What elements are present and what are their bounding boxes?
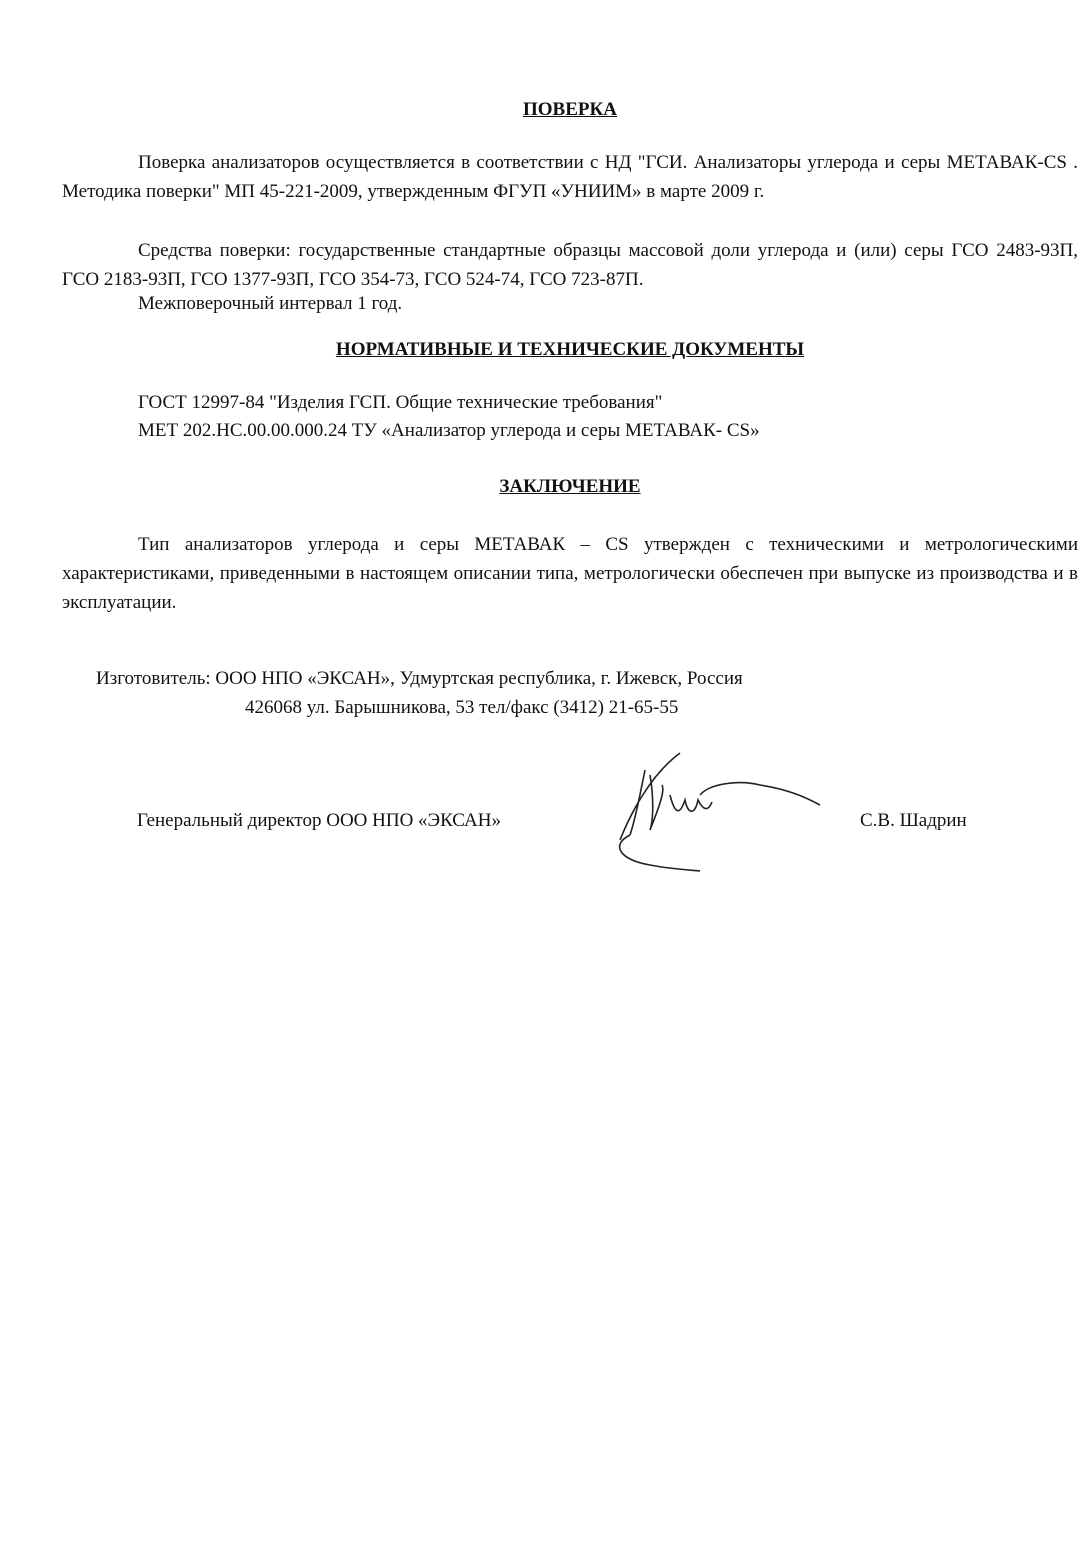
heading-verification: ПОВЕРКА [522,99,617,120]
signatory-name: С.В. Шадрин [860,810,967,831]
conclusion-paragraph: Тип анализаторов углерода и серы МЕТАВАК – CS утвержден с техническими и метрологическими характеристиками, приведенными в настоящем описании типа, метрологически обеспечен при выпуске из производства и в эксплуатации. [62,534,1078,613]
heading-normative-documents: НОРМАТИВНЫЕ И ТЕХНИЧЕСКИЕ ДОКУМЕНТЫ [335,339,805,360]
manufacturer-address: 426068 ул. Барышникова, 53 тел/факс (3412) 21-65-55 [245,697,679,718]
verification-paragraph-interval: Межповерочный интервал 1 год. [138,293,403,314]
signatory-position: Генеральный директор ООО НПО «ЭКСАН» [137,810,501,831]
normative-doc-tu: МЕТ 202.НС.00.00.000.24 ТУ «Анализатор углерода и серы МЕТАВАК- CS» [138,420,760,441]
normative-doc-gost: ГОСТ 12997-84 "Изделия ГСП. Общие технические требования" [138,392,663,413]
manufacturer-line: Изготовитель: ООО НПО «ЭКСАН», Удмуртская республика, г. Ижевск, Россия [96,668,743,689]
verification-paragraph-means: Средства поверки: государственные стандартные образцы массовой доли углерода и (или) серы ГСО 2483-93П, ГСО 2183-93П, ГСО 1377-93П, ГСО 354-73, ГСО 524-74, ГСО 723-87П. [62,240,1078,290]
verification-paragraph-method: Поверка анализаторов осуществляется в соответствии с НД "ГСИ. Анализаторы углерода и серы МЕТАВАК-CS . Методика поверки" МП 45-221-2009, утвержденным ФГУП «УНИИМ» в марте 2009 г. [62,152,1078,202]
handwritten-signature [590,745,830,880]
heading-conclusion: ЗАКЛЮЧЕНИЕ [499,476,641,497]
